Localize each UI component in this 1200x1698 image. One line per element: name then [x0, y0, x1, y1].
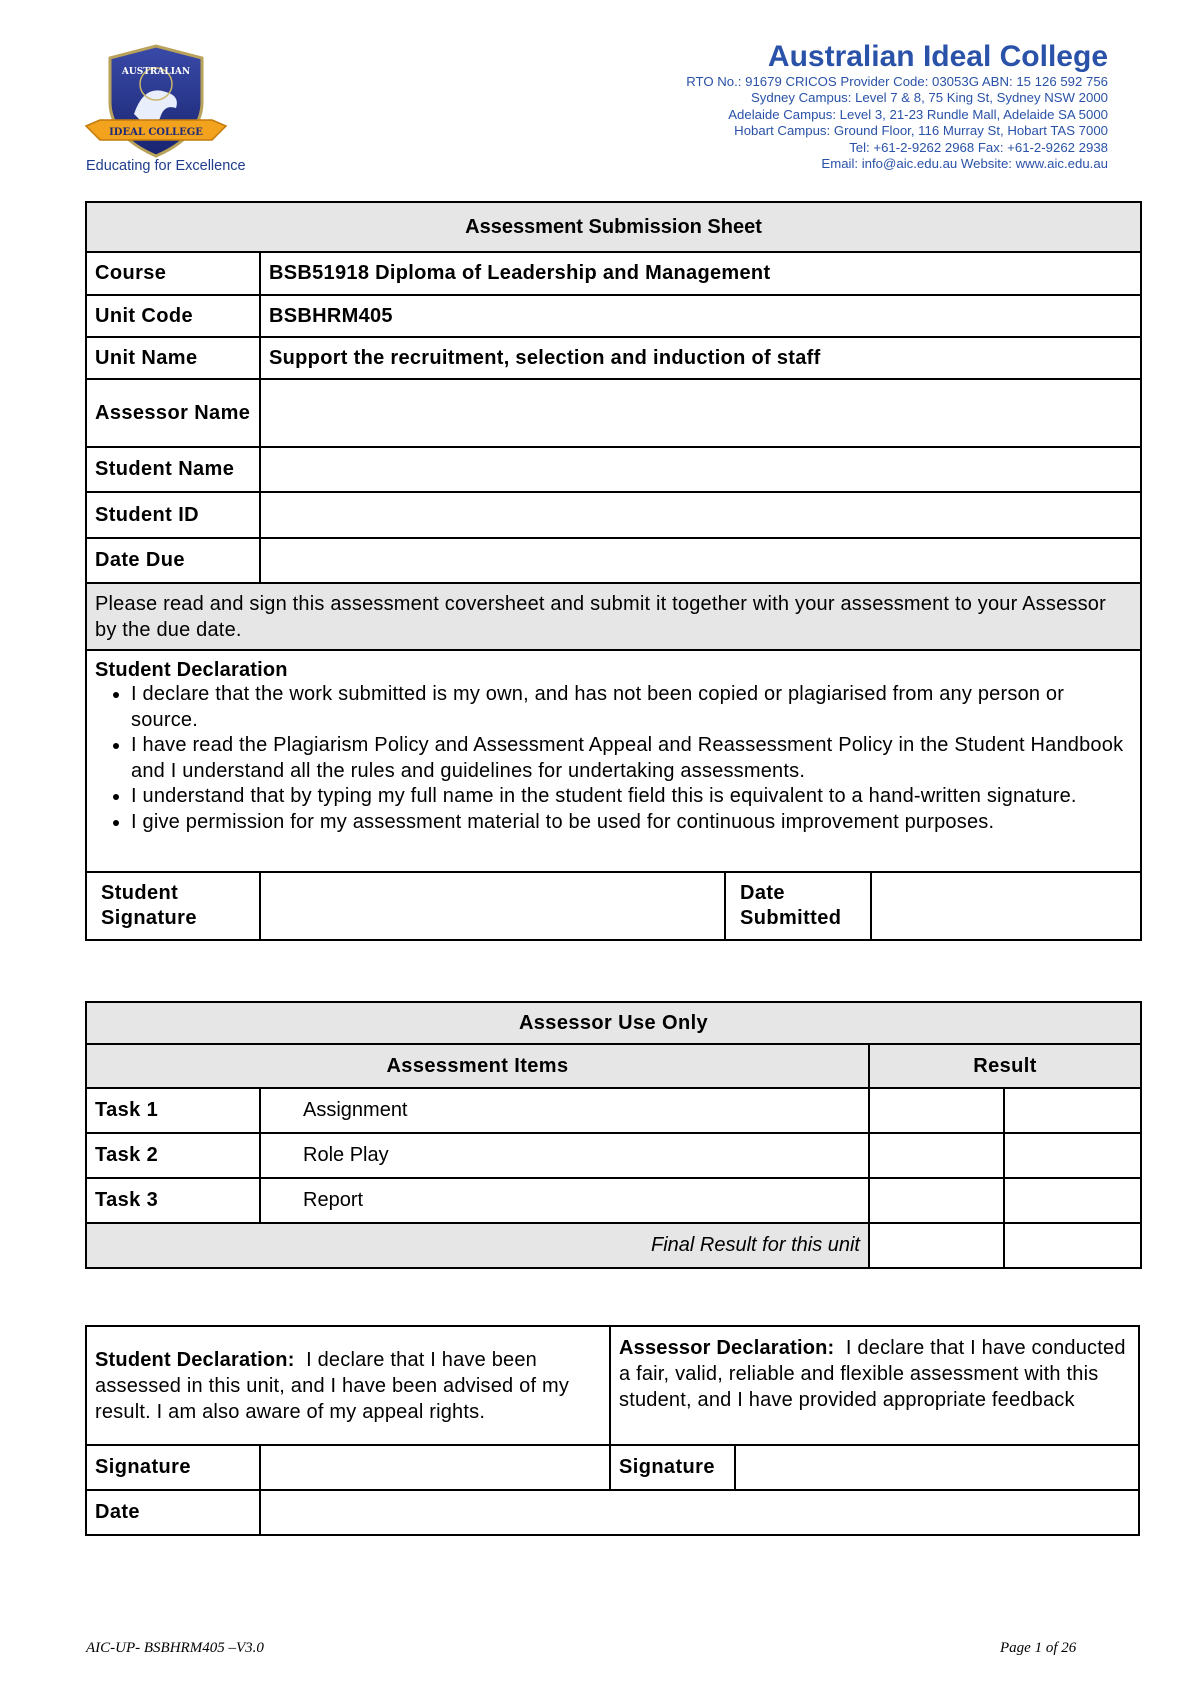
declaration-item: • I give permission for my assessment material to be used for continuous improvement purposes. — [131, 810, 1132, 836]
declarations-table — [85, 1325, 1140, 1536]
task-label: Task 3 — [86, 1178, 260, 1223]
task-item: Assignment — [260, 1088, 869, 1133]
course-label: Course — [86, 252, 260, 295]
college-logo — [84, 44, 264, 164]
result-cell[interactable] — [1004, 1133, 1141, 1178]
unit-name-label: Unit Name — [86, 337, 260, 379]
student-declaration-heading: Student Declaration: — [95, 1348, 295, 1371]
result-cell[interactable] — [869, 1178, 1004, 1223]
final-result-cell[interactable] — [1004, 1223, 1141, 1268]
result-cell[interactable] — [869, 1133, 1004, 1178]
unit-name-value[interactable]: Support the recruitment, selection and induction of staff — [260, 337, 1141, 379]
sheet-title: Assessment Submission Sheet — [86, 202, 1141, 252]
student-signature-label: Student Signature — [86, 872, 260, 940]
final-result-cell[interactable] — [869, 1223, 1004, 1268]
date-submitted-label: Date Submitted — [725, 872, 871, 940]
contact-line: Tel: +61-2-9262 2968 Fax: +61-2-9262 2938 — [849, 139, 1108, 155]
contact-block — [686, 74, 1108, 172]
contact-line: Email: info@aic.edu.au Website: www.aic.edu.au — [821, 156, 1108, 172]
student-name-field[interactable] — [260, 447, 1141, 492]
student-signature-field[interactable] — [260, 1445, 610, 1490]
student-final-declaration — [86, 1326, 610, 1445]
footer-page-number: Page 1 of 26 — [1000, 1640, 1077, 1656]
logo-arc-text: AUSTRALIAN — [121, 67, 191, 77]
contact-line: Hobart Campus: Ground Floor, 116 Murray St, Hobart TAS 7000 — [734, 123, 1108, 139]
declaration-item: • I understand that by typing my full name in the student field this is equivalent to a hand-written signature. — [131, 784, 1132, 810]
student-signature-label: Signature — [86, 1445, 260, 1490]
logo-banner-text: IDEAL COLLEGE — [109, 127, 203, 138]
date-field[interactable] — [260, 1490, 1139, 1535]
declaration-item: • I have read the Plagiarism Policy and Assessment Appeal and Reassessment Policy in the Student Handbook and I understand all the rules and guidelines for undertaking assessments. — [131, 733, 1132, 784]
assessor-name-label: Assessor Name — [86, 379, 260, 447]
student-declaration-text: I declare that I have been assessed in this unit, and I have been advised of my result. I am also aware of my appeal rights. — [95, 1348, 570, 1423]
footer-doc-code: AIC-UP- BSBHRM405 –V3.0 — [86, 1640, 264, 1656]
student-signature-field[interactable] — [260, 872, 725, 940]
task-item: Role Play — [260, 1133, 869, 1178]
instruction-note: Please read and sign this assessment coversheet and submit it together with your assessment to your Assessor by the due date. — [86, 583, 1141, 650]
student-declaration-block — [86, 650, 1141, 872]
student-id-label: Student ID — [86, 492, 260, 538]
declaration-item: • I declare that the work submitted is my own, and has not been copied or plagiarised from any person or source. — [131, 682, 1132, 733]
contact-line: Adelaide Campus: Level 3, 21-23 Rundle Mall, Adelaide SA 5000 — [728, 106, 1108, 122]
task-label: Task 2 — [86, 1133, 260, 1178]
task-label: Task 1 — [86, 1088, 260, 1133]
assessor-declaration-text: I declare that I have conducted a fair, valid, reliable and flexible assessment with this student, and I have provided appropriate feedback — [619, 1337, 1126, 1411]
college-name: Australian Ideal College — [767, 40, 1108, 73]
date-submitted-field[interactable] — [871, 872, 1141, 940]
result-cell[interactable] — [1004, 1178, 1141, 1223]
assessor-final-declaration — [610, 1326, 1139, 1445]
date-due-field[interactable] — [260, 538, 1141, 583]
date-label: Date — [86, 1490, 260, 1535]
assessor-signature-label: Signature — [610, 1445, 735, 1490]
assessor-signature-field[interactable] — [735, 1445, 1139, 1490]
student-declaration-title: Student Declaration — [95, 659, 288, 681]
contact-line: RTO No.: 91679 CRICOS Provider Code: 03053G ABN: 15 126 592 756 — [686, 74, 1108, 89]
assessment-items-header: Assessment Items — [86, 1044, 869, 1088]
contact-line: Sydney Campus: Level 7 & 8, 75 King St, Sydney NSW 2000 — [751, 90, 1108, 106]
result-cell[interactable] — [1004, 1088, 1141, 1133]
assessor-use-table — [85, 1001, 1142, 1269]
result-cell[interactable] — [869, 1088, 1004, 1133]
unit-code-value[interactable]: BSBHRM405 — [260, 295, 1141, 337]
assessor-use-title: Assessor Use Only — [86, 1002, 1141, 1044]
tagline: Educating for Excellence — [86, 158, 246, 174]
student-id-field[interactable] — [260, 492, 1141, 538]
unit-code-label: Unit Code — [86, 295, 260, 337]
task-item: Report — [260, 1178, 869, 1223]
assessor-declaration-heading: Assessor Declaration: — [619, 1337, 835, 1359]
student-name-label: Student Name — [86, 447, 260, 492]
result-header: Result — [869, 1044, 1141, 1088]
declaration-list — [95, 682, 1132, 835]
date-due-label: Date Due — [86, 538, 260, 583]
course-value[interactable]: BSB51918 Diploma of Leadership and Management — [260, 252, 1141, 295]
final-result-label: Final Result for this unit — [86, 1223, 869, 1268]
submission-table — [85, 201, 1142, 941]
assessor-name-field[interactable] — [260, 379, 1141, 447]
